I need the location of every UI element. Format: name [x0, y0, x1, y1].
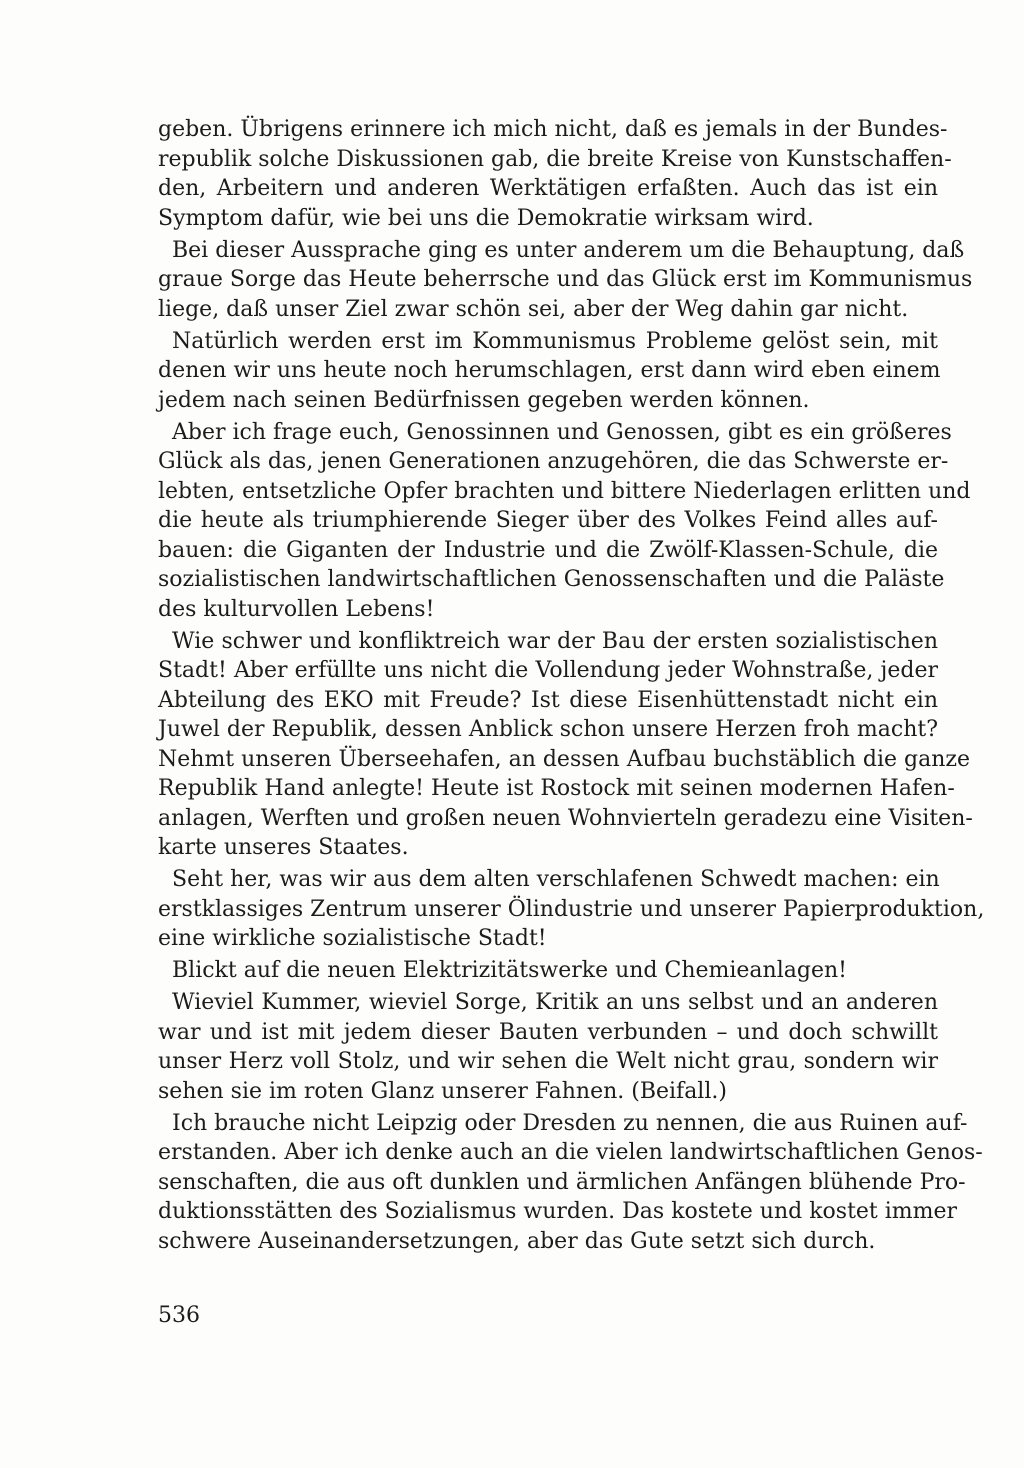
text-line: bauen: die Giganten der Industrie und die Zwölf-Klassen-Schule, die	[158, 537, 938, 563]
paragraph	[158, 236, 973, 325]
text-line: sozialistischen landwirtschaftlichen Genossenschaften und die Paläste	[158, 567, 945, 592]
text-line: Symptom dafür, wie bei uns die Demokratie wirksam wird.	[158, 205, 814, 231]
text-line: des kulturvollen Lebens!	[158, 596, 435, 622]
text-line: Abteilung des EKO mit Freude? Ist diese Eisenhüttenstadt nicht ein	[158, 687, 938, 713]
text-line: Ich brauche nicht Leipzig oder Dresden zu nennen, die aus Ruinen auf-	[172, 1110, 968, 1136]
text-line: Nehmt unseren Überseehafen, an dessen Aufbau buchstäblich die ganze	[158, 746, 971, 772]
page-number: 536	[158, 1303, 200, 1328]
text-line: eine wirkliche sozialistische Stadt!	[158, 926, 547, 951]
paragraph	[158, 327, 941, 416]
text-line: liege, daß unser Ziel zwar schön sei, aber der Weg dahin gar nicht.	[158, 296, 909, 322]
paragraph	[158, 956, 938, 986]
paragraph	[158, 865, 985, 954]
text-line: Aber ich frage euch, Genossinnen und Genossen, gibt es ein größeres	[172, 419, 952, 445]
text-line: duktionsstätten des Sozialismus wurden. Das kostete und kostet immer	[158, 1199, 958, 1224]
text-line: den, Arbeitern und anderen Werktätigen erfaßten. Auch das ist ein	[158, 176, 938, 201]
text-line: jedem nach seinen Bedürfnissen gegeben werden können.	[158, 387, 810, 413]
text-line: karte unseres Staates.	[158, 835, 409, 860]
text-line: Natürlich werden erst im Kommunismus Probleme gelöst sein, mit	[172, 328, 938, 354]
text-line: graue Sorge das Heute beherrsche und das Glück erst im Kommunismus	[158, 267, 973, 292]
text-line: schwere Auseinandersetzungen, aber das Gute setzt sich durch.	[158, 1228, 876, 1254]
text-line: denen wir uns heute noch herumschlagen, erst dann wird eben einem	[158, 358, 941, 383]
paragraph	[158, 988, 938, 1106]
text-line: die heute als triumphierende Sieger über des Volkes Feind alles auf-	[158, 508, 938, 533]
text-line: Glück als das, jenen Generationen anzugehören, die das Schwerste er-	[158, 449, 949, 474]
text-line: Stadt! Aber erfüllte uns nicht die Vollendung jeder Wohnstraße, jeder	[158, 658, 938, 683]
text-line: Wie schwer und konfliktreich war der Bau der ersten sozialistischen	[172, 628, 938, 654]
text-line: anlagen, Werften und großen neuen Wohnvierteln geradezu eine Visiten-	[158, 805, 973, 831]
text-line: sehen sie im roten Glanz unserer Fahnen. (Beifall.)	[158, 1078, 727, 1104]
text-line: Bei dieser Aussprache ging es unter anderem um die Behauptung, daß	[172, 237, 965, 263]
text-line: erstklassiges Zentrum unserer Ölindustrie und unserer Papierproduktion,	[158, 896, 985, 922]
paragraph	[158, 115, 952, 233]
paragraph	[158, 627, 973, 863]
text-line: erstanden. Aber ich denke auch an die vielen landwirtschaftlichen Genos-	[158, 1140, 983, 1165]
text-line: unser Herz voll Stolz, und wir sehen die Welt nicht grau, sondern wir	[158, 1049, 938, 1074]
text-line: Blickt auf die neuen Elektrizitätswerke und Chemieanlagen!	[172, 958, 847, 983]
text-line: war und ist mit jedem dieser Bauten verbunden – und doch schwillt	[158, 1019, 938, 1045]
text-line: senschaften, die aus oft dunklen und ärmlichen Anfängen blühende Pro-	[158, 1169, 966, 1195]
text-line: Republik Hand anlegte! Heute ist Rostock mit seinen modernen Hafen-	[158, 776, 955, 801]
text-line: geben. Übrigens erinnere ich mich nicht, daß es jemals in der Bundes-	[158, 117, 948, 142]
text-line: Seht her, was wir aus dem alten verschlafenen Schwedt machen: ein	[172, 867, 940, 892]
text-line: Wieviel Kummer, wieviel Sorge, Kritik an uns selbst und an anderen	[172, 990, 938, 1015]
paragraph	[158, 1109, 983, 1257]
text-line: lebten, entsetzliche Opfer brachten und bittere Niederlagen erlitten und	[158, 478, 971, 504]
paragraph	[158, 418, 971, 625]
text-line: republik solche Diskussionen gab, die breite Kreise von Kunstschaffen-	[158, 146, 952, 172]
text-line: Juwel der Republik, dessen Anblick schon unsere Herzen froh macht?	[158, 717, 938, 742]
body-text	[158, 115, 985, 1259]
